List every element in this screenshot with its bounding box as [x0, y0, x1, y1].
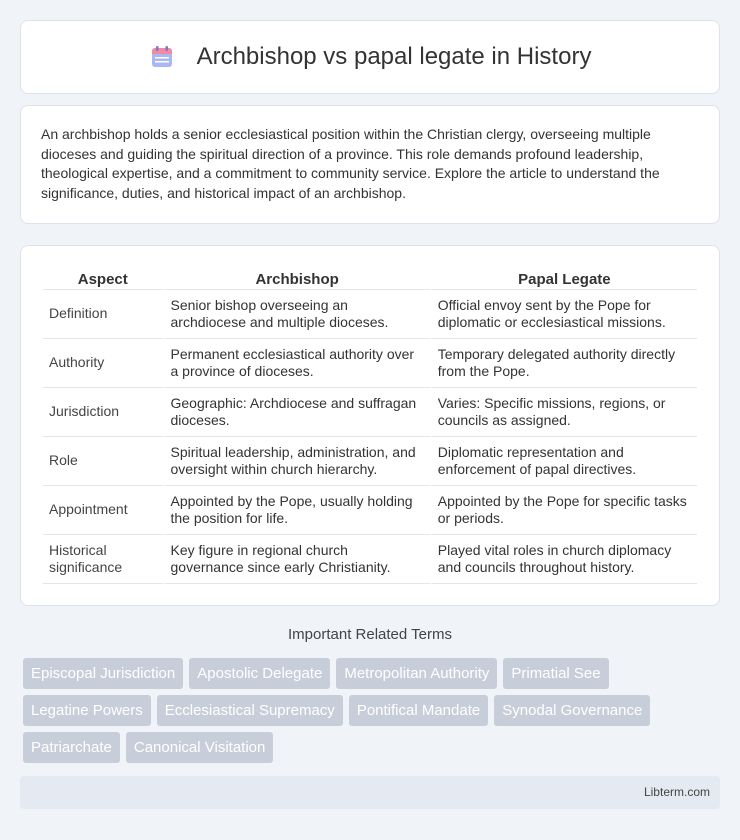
papal-legate-cell: Played vital roles in church diplomacy and councils throughout history. [430, 535, 697, 584]
header-aspect: Aspect [43, 264, 163, 290]
table-row [43, 388, 697, 437]
aspect-cell: Historical significance [43, 535, 163, 584]
table-row [43, 437, 697, 486]
footer-link[interactable]: Libterm.com [643, 785, 710, 799]
archbishop-cell: Spiritual leadership, administration, and oversight within church hierarchy. [163, 437, 430, 486]
table-row [43, 486, 697, 535]
page-title: Archbishop vs papal legate in History [196, 43, 592, 70]
archbishop-cell: Key figure in regional church governance since early Christianity. [163, 535, 430, 584]
aspect-cell: Role [43, 437, 163, 486]
intro-card [20, 105, 720, 224]
related-term-tag[interactable]: Pontifical Mandate [349, 695, 488, 726]
related-terms-list [23, 658, 723, 769]
table-header-row [43, 264, 697, 290]
archbishop-cell: Permanent ecclesiastical authority over a province of dioceses. [163, 339, 430, 388]
papal-legate-cell: Diplomatic representation and enforcement of papal directives. [430, 437, 697, 486]
related-term-tag[interactable]: Apostolic Delegate [189, 658, 330, 689]
archbishop-cell: Appointed by the Pope, usually holding the position for life. [163, 486, 430, 535]
header-papal-legate: Papal Legate [430, 264, 697, 290]
papal-legate-cell: Varies: Specific missions, regions, or councils as assigned. [430, 388, 697, 437]
comparison-table-card [20, 245, 720, 606]
related-term-tag[interactable]: Primatial See [503, 658, 608, 689]
related-terms-title: Important Related Terms [288, 626, 452, 643]
table-row [43, 290, 697, 339]
papal-legate-cell: Temporary delegated authority directly from the Pope. [430, 339, 697, 388]
footer [20, 776, 720, 809]
related-term-tag[interactable]: Canonical Visitation [126, 732, 273, 763]
intro-text: An archbishop holds a senior ecclesiastical position within the Christian clergy, overseeing multiple dioceses and guiding the spiritual direction of a province. This role demands profound leadership, theological expertise, and a commitment to community service. Explore the article to understand the significance, duties, and historical impact of an archbishop. [41, 126, 660, 201]
aspect-cell: Authority [43, 339, 163, 388]
related-term-tag[interactable]: Episcopal Jurisdiction [23, 658, 183, 689]
aspect-cell: Definition [43, 290, 163, 339]
related-term-tag[interactable]: Metropolitan Authority [336, 658, 497, 689]
archbishop-cell: Senior bishop overseeing an archdiocese and multiple dioceses. [163, 290, 430, 339]
table-row [43, 535, 697, 584]
calendar-icon [149, 44, 175, 70]
related-term-tag[interactable]: Synodal Governance [494, 695, 650, 726]
papal-legate-cell: Official envoy sent by the Pope for diplomatic or ecclesiastical missions. [430, 290, 697, 339]
related-term-tag[interactable]: Patriarchate [23, 732, 120, 763]
papal-legate-cell: Appointed by the Pope for specific tasks or periods. [430, 486, 697, 535]
header-card [20, 20, 720, 94]
comparison-table [43, 264, 697, 584]
header-archbishop: Archbishop [163, 264, 430, 290]
related-term-tag[interactable]: Legatine Powers [23, 695, 151, 726]
related-term-tag[interactable]: Ecclesiastical Supremacy [157, 695, 343, 726]
aspect-cell: Jurisdiction [43, 388, 163, 437]
table-row [43, 339, 697, 388]
archbishop-cell: Geographic: Archdiocese and suffragan dioceses. [163, 388, 430, 437]
aspect-cell: Appointment [43, 486, 163, 535]
